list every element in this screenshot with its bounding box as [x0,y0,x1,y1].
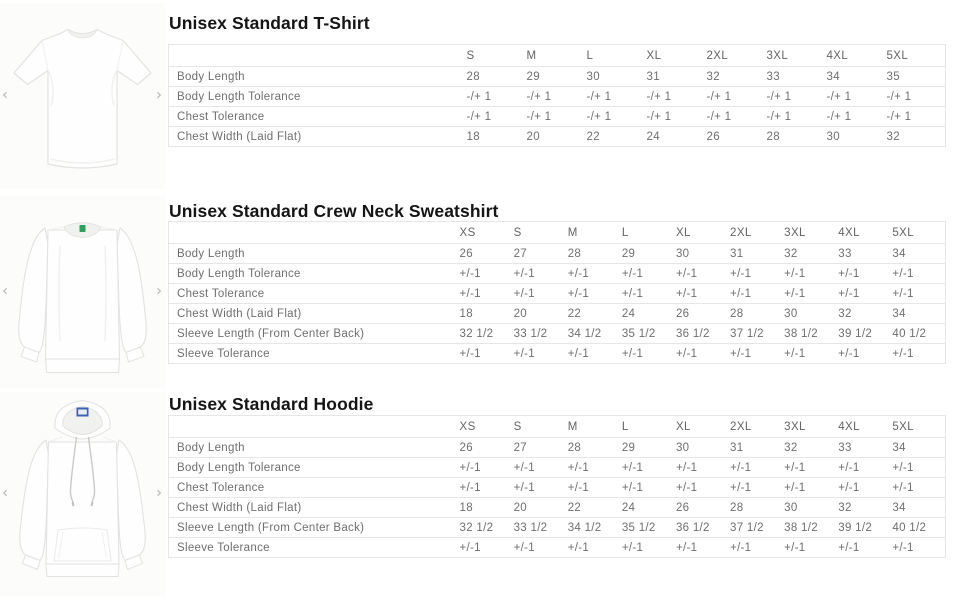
size-value-cell: 36 1/2 [675,518,729,538]
size-value-cell: 39 1/2 [837,518,891,538]
size-value-cell: 30 [826,130,840,143]
size-column-header: 3XL [783,416,837,438]
size-value-cell: 29 [621,438,675,458]
table-row [169,478,946,498]
size-value-cell: 32 1/2 [459,518,513,538]
size-value-cell: +/-1 [513,541,535,554]
product-title-sweatshirt: Unisex Standard Crew Neck Sweatshirt [169,201,499,221]
size-column-header: 3XL [766,45,826,67]
size-value-cell: -/+ 1 [646,107,706,127]
size-column-header: L [621,416,675,438]
size-value-cell: +/-1 [459,284,513,304]
size-column-header: XL [675,222,729,244]
size-value-cell: +/-1 [459,458,513,478]
table-row [169,284,946,304]
size-value-cell: +/-1 [837,478,891,498]
carousel-next-icon[interactable]: › [156,483,162,502]
size-value-cell: 32 [886,130,900,143]
size-value-cell: 26 [706,130,720,143]
size-column-header: S [513,416,567,438]
size-column-header: 4XL [837,222,891,244]
carousel-prev-icon[interactable]: ‹ [2,281,8,300]
size-value-cell: +/-1 [567,284,621,304]
size-value-cell: 28 [567,438,621,458]
carousel-prev-icon[interactable]: ‹ [2,483,8,502]
size-value-cell: +/-1 [892,347,914,360]
size-value-cell: 28 [466,67,526,87]
size-value-cell: 33 [766,67,826,87]
row-label: Sleeve Length (From Center Back) [169,324,459,344]
size-value-cell: 38 1/2 [783,518,837,538]
size-value-cell: +/-1 [783,458,837,478]
size-value-cell: 35 1/2 [621,518,675,538]
row-label: Chest Width (Laid Flat) [169,304,459,324]
table-row [169,304,946,324]
size-value-cell: +/-1 [729,264,783,284]
size-value-cell: -/+ 1 [706,107,766,127]
size-value-cell: -/+ 1 [886,107,946,127]
size-value-cell: 26 [459,438,513,458]
size-value-cell: +/-1 [621,264,675,284]
size-value-cell: 18 [459,304,513,324]
table-row [169,438,946,458]
hoodie-product-photo[interactable] [0,392,165,596]
size-value-cell: +/-1 [567,264,621,284]
corner-cell [169,416,459,438]
size-value-cell: 28 [729,498,783,518]
size-value-cell: +/-1 [513,478,567,498]
product-title-hoodie: Unisex Standard Hoodie [169,394,374,414]
size-value-cell: 20 [513,498,567,518]
table-row [169,107,946,127]
size-value-cell: -/+ 1 [586,87,646,107]
size-value-cell: +/-1 [675,347,698,360]
size-value-cell: +/-1 [783,478,837,498]
table-row [169,458,946,478]
size-value-cell: +/-1 [567,478,621,498]
size-value-cell: +/-1 [675,478,729,498]
size-column-header: 4XL [826,45,886,67]
hoodie-image [0,392,165,596]
size-column-header: 4XL [837,416,891,438]
size-value-cell: -/+ 1 [586,107,646,127]
size-value-cell: 31 [729,438,783,458]
size-value-cell: 18 [466,130,480,143]
size-value-cell: 34 [826,67,886,87]
row-label: Chest Tolerance [169,478,459,498]
size-value-cell: 35 [886,67,946,87]
size-value-cell: 39 1/2 [837,324,891,344]
size-value-cell: 34 [891,498,945,518]
size-column-header: XS [459,222,513,244]
size-value-cell: 29 [621,244,675,264]
size-value-cell: 33 [837,438,891,458]
size-value-cell: 37 1/2 [729,324,783,344]
size-value-cell: +/-1 [513,264,567,284]
size-value-cell: +/-1 [459,347,481,360]
size-value-cell: +/-1 [621,284,675,304]
size-value-cell: +/-1 [729,478,783,498]
size-value-cell: +/-1 [784,347,806,360]
size-column-header: 3XL [783,222,837,244]
size-column-header: XL [675,416,729,438]
size-value-cell: 40 1/2 [891,324,945,344]
row-label: Sleeve Tolerance [177,347,270,360]
size-value-cell: 30 [675,244,729,264]
size-column-header: M [567,222,621,244]
size-value-cell: -/+ 1 [466,107,526,127]
size-value-cell: 32 1/2 [459,324,513,344]
size-value-cell: -/+ 1 [706,87,766,107]
size-value-cell: 29 [526,67,586,87]
tshirt-image [0,2,165,190]
size-value-cell: +/-1 [459,478,513,498]
size-value-cell: 22 [567,304,621,324]
table-row [169,518,946,538]
size-value-cell: +/-1 [729,458,783,478]
size-value-cell: 37 1/2 [729,518,783,538]
size-value-cell: +/-1 [891,478,945,498]
collar-tag [80,225,86,232]
size-value-cell: +/-1 [567,541,590,554]
size-value-cell: +/-1 [513,458,567,478]
size-column-header: L [586,45,646,67]
size-value-cell: 30 [675,438,729,458]
row-label: Body Length [169,67,466,87]
size-value-cell: 32 [706,67,766,87]
row-label: Body Length Tolerance [169,87,466,107]
size-value-cell: +/-1 [621,347,644,360]
size-column-header: 5XL [891,416,945,438]
product-title-tshirt: Unisex Standard T-Shirt [169,13,370,33]
size-value-cell: +/-1 [783,284,837,304]
size-value-cell: 24 [646,130,660,143]
size-value-cell: +/-1 [892,541,914,554]
size-value-cell: +/-1 [459,541,481,554]
size-value-cell: 31 [729,244,783,264]
size-value-cell: 33 1/2 [513,518,567,538]
size-value-cell: 31 [646,67,706,87]
size-column-header: S [466,45,526,67]
size-column-header: 5XL [891,222,945,244]
size-value-cell: +/-1 [891,284,945,304]
row-label: Body Length Tolerance [169,458,459,478]
size-value-cell: 32 [837,498,891,518]
size-column-header: S [513,222,567,244]
size-value-cell: +/-1 [675,541,698,554]
row-label: Body Length [169,438,459,458]
row-label: Chest Width (Laid Flat) [177,130,302,143]
size-header-row [169,416,946,438]
size-value-cell: 26 [675,498,729,518]
size-value-cell: +/-1 [513,284,567,304]
size-value-cell: 34 [891,438,945,458]
size-value-cell: -/+ 1 [766,107,826,127]
size-value-cell: 26 [675,304,729,324]
size-value-cell: 32 [837,304,891,324]
size-value-cell: 32 [783,244,837,264]
size-value-cell: -/+ 1 [886,87,946,107]
size-value-cell: +/-1 [621,541,644,554]
size-value-cell: 24 [621,304,675,324]
size-value-cell: 34 [891,304,945,324]
size-value-cell: +/-1 [837,284,891,304]
table-row [169,538,946,558]
size-value-cell: 26 [459,244,513,264]
table-row [169,127,946,147]
row-label: Body Length [169,244,459,264]
size-value-cell: -/+ 1 [526,107,586,127]
size-chart-table-sweatshirt [168,221,946,364]
size-value-cell: 28 [729,304,783,324]
size-value-cell: 34 1/2 [567,518,621,538]
table-row [169,87,946,107]
size-value-cell: 34 [891,244,945,264]
sweatshirt-product-photo[interactable] [0,196,165,388]
size-value-cell: +/-1 [838,541,860,554]
size-value-cell: +/-1 [837,458,891,478]
tshirt-product-photo[interactable] [0,2,165,190]
size-value-cell: 30 [586,67,646,87]
row-label: Sleeve Length (From Center Back) [169,518,459,538]
size-column-header: XL [646,45,706,67]
size-value-cell: 28 [567,244,621,264]
table-row [169,244,946,264]
size-value-cell: +/-1 [838,347,860,360]
size-value-cell: -/+ 1 [766,87,826,107]
size-chart-table-tshirt [168,44,946,147]
size-value-cell: +/-1 [675,284,729,304]
size-value-cell: +/-1 [891,458,945,478]
size-value-cell: 30 [783,498,837,518]
size-value-cell: 24 [621,498,675,518]
size-value-cell: +/-1 [783,264,837,284]
size-header-row [169,45,946,67]
size-value-cell: +/-1 [621,458,675,478]
table-row [169,498,946,518]
size-column-header: L [621,222,675,244]
size-value-cell: +/-1 [891,264,945,284]
size-header-row [169,222,946,244]
size-value-cell: 28 [766,130,780,143]
corner-cell [169,45,466,67]
size-value-cell: 20 [513,304,567,324]
table-row [169,324,946,344]
size-value-cell: 34 1/2 [567,324,621,344]
size-value-cell: 30 [783,304,837,324]
size-value-cell: +/-1 [837,264,891,284]
row-label: Chest Tolerance [169,284,459,304]
size-value-cell: +/-1 [675,458,729,478]
row-label: Chest Tolerance [169,107,466,127]
size-column-header: XS [459,416,513,438]
size-value-cell: -/+ 1 [826,107,886,127]
row-label: Chest Width (Laid Flat) [169,498,459,518]
size-value-cell: +/-1 [729,284,783,304]
size-value-cell: +/-1 [675,264,729,284]
size-value-cell: +/-1 [513,347,535,360]
size-column-header: M [526,45,586,67]
size-value-cell: +/-1 [784,541,806,554]
carousel-prev-icon[interactable]: ‹ [2,85,8,104]
size-value-cell: 35 1/2 [621,324,675,344]
size-value-cell: +/-1 [567,458,621,478]
size-value-cell: 20 [526,130,540,143]
size-value-cell: 18 [459,498,513,518]
size-column-header: M [567,416,621,438]
table-row [169,264,946,284]
size-value-cell: +/-1 [621,478,675,498]
size-value-cell: +/-1 [730,347,752,360]
size-column-header: 2XL [729,416,783,438]
size-value-cell: -/+ 1 [646,87,706,107]
sweatshirt-image [0,196,165,388]
row-label: Body Length Tolerance [169,264,459,284]
size-value-cell: 33 [837,244,891,264]
size-value-cell: +/-1 [567,347,590,360]
carousel-next-icon[interactable]: › [156,85,162,104]
size-value-cell: -/+ 1 [526,87,586,107]
size-value-cell: 22 [586,130,600,143]
size-value-cell: 36 1/2 [675,324,729,344]
size-value-cell: +/-1 [459,264,513,284]
table-row [169,344,946,364]
carousel-next-icon[interactable]: › [156,281,162,300]
size-value-cell: 27 [513,438,567,458]
size-value-cell: -/+ 1 [826,87,886,107]
size-column-header: 2XL [706,45,766,67]
size-column-header: 2XL [729,222,783,244]
size-chart-table-hoodie [168,415,946,558]
size-value-cell: -/+ 1 [466,87,526,107]
size-value-cell: 22 [567,498,621,518]
row-label: Sleeve Tolerance [177,541,270,554]
size-value-cell: 27 [513,244,567,264]
size-column-header: 5XL [886,45,946,67]
corner-cell [169,222,459,244]
table-row [169,67,946,87]
size-value-cell: 40 1/2 [891,518,945,538]
size-value-cell: 38 1/2 [783,324,837,344]
size-value-cell: +/-1 [730,541,752,554]
size-value-cell: 33 1/2 [513,324,567,344]
size-value-cell: 32 [783,438,837,458]
